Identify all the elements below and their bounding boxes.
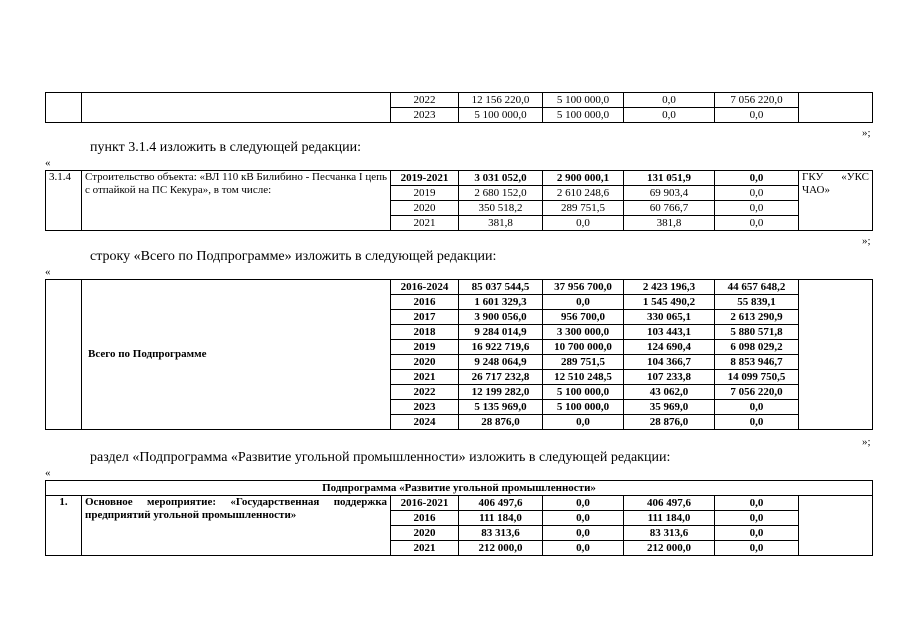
cell-other: 0,0 (715, 171, 799, 186)
cell-other: 0,0 (715, 201, 799, 216)
cell-regional: 330 065,1 (624, 310, 715, 325)
closing-quote: »; (862, 436, 871, 448)
cell: 0,0 (624, 108, 715, 123)
table-row (46, 496, 873, 511)
cell-federal: 5 100 000,0 (543, 385, 624, 400)
paragraph-edit-coal-section: раздел «Подпрограмма «Развитие угольной промышленности» изложить в следующей редакции: (90, 450, 671, 465)
cell-federal: 12 510 248,5 (543, 370, 624, 385)
cell-year: 2021 (391, 541, 459, 556)
paragraph-edit-3-1-4: пункт 3.1.4 изложить в следующей редакции: (90, 140, 361, 155)
cell-total: 5 135 969,0 (459, 400, 543, 415)
cell-federal: 956 700,0 (543, 310, 624, 325)
cell-other: 0,0 (715, 216, 799, 231)
subprogram-header: Подпрограмма «Развитие угольной промышленности» (46, 481, 873, 496)
cell-other: 5 880 571,8 (715, 325, 799, 340)
cell: 7 056 220,0 (715, 93, 799, 108)
table-prev-rows (45, 92, 873, 123)
cell-year: 2016-2024 (391, 280, 459, 295)
cell: 5 100 000,0 (543, 108, 624, 123)
cell: 5 100 000,0 (459, 108, 543, 123)
cell-regional: 212 000,0 (624, 541, 715, 556)
opening-quote: « (45, 266, 51, 278)
cell-federal: 0,0 (543, 295, 624, 310)
opening-quote: « (45, 157, 51, 169)
cell-other: 0,0 (715, 400, 799, 415)
cell-regional: 124 690,4 (624, 340, 715, 355)
cell-year: 2019 (391, 340, 459, 355)
table-subprogram-total (45, 279, 873, 430)
cell-regional: 1 545 490,2 (624, 295, 715, 310)
cell-federal: 0,0 (543, 496, 624, 511)
cell-other: 2 613 290,9 (715, 310, 799, 325)
cell-year: 2024 (391, 415, 459, 430)
table-row (46, 280, 873, 295)
cell-other: 55 839,1 (715, 295, 799, 310)
cell-federal: 289 751,5 (543, 201, 624, 216)
cell-regional: 406 497,6 (624, 496, 715, 511)
cell-year: 2016 (391, 511, 459, 526)
total-label: Всего по Подпрограмме (82, 280, 391, 430)
closing-quote: »; (862, 127, 871, 139)
table-row (46, 93, 873, 108)
cell: 5 100 000,0 (543, 93, 624, 108)
cell-other: 44 657 648,2 (715, 280, 799, 295)
cell-regional: 103 443,1 (624, 325, 715, 340)
cell-federal: 0,0 (543, 511, 624, 526)
cell-total: 9 248 064,9 (459, 355, 543, 370)
cell: 12 156 220,0 (459, 93, 543, 108)
item-name: Основное мероприятие: «Государственная поддержка предприятий угольной промышленности» (82, 496, 391, 556)
cell-federal: 0,0 (543, 541, 624, 556)
cell-federal: 10 700 000,0 (543, 340, 624, 355)
cell-year: 2021 (391, 216, 459, 231)
cell-other: 0,0 (715, 186, 799, 201)
cell-federal: 0,0 (543, 415, 624, 430)
cell-year: 2017 (391, 310, 459, 325)
cell-total: 3 900 056,0 (459, 310, 543, 325)
cell-year: 2019-2021 (391, 171, 459, 186)
cell-total: 85 037 544,5 (459, 280, 543, 295)
cell: 0,0 (624, 93, 715, 108)
cell-empty (46, 280, 82, 430)
cell-other: 0,0 (715, 415, 799, 430)
cell-federal: 37 956 700,0 (543, 280, 624, 295)
cell-empty (799, 496, 873, 556)
cell-total: 1 601 329,3 (459, 295, 543, 310)
cell-federal: 289 751,5 (543, 355, 624, 370)
cell-regional: 104 366,7 (624, 355, 715, 370)
cell-regional: 28 876,0 (624, 415, 715, 430)
paragraph-edit-total-row: строку «Всего по Подпрограмме» изложить в следующей редакции: (90, 249, 497, 264)
cell-year: 2021 (391, 370, 459, 385)
cell-total: 212 000,0 (459, 541, 543, 556)
cell-total: 111 184,0 (459, 511, 543, 526)
cell-other: 0,0 (715, 541, 799, 556)
table-row (46, 481, 873, 496)
item-number: 3.1.4 (46, 171, 82, 231)
cell-total: 406 497,6 (459, 496, 543, 511)
cell-regional: 83 313,6 (624, 526, 715, 541)
cell-year: 2016 (391, 295, 459, 310)
cell-regional: 381,8 (624, 216, 715, 231)
cell-other: 0,0 (715, 511, 799, 526)
cell-federal: 0,0 (543, 526, 624, 541)
cell-other: 8 853 946,7 (715, 355, 799, 370)
cell-regional: 111 184,0 (624, 511, 715, 526)
opening-quote: « (45, 467, 51, 479)
cell-total: 26 717 232,8 (459, 370, 543, 385)
cell-regional: 60 766,7 (624, 201, 715, 216)
table-coal-subprogram (45, 480, 873, 556)
cell-year: 2016-2021 (391, 496, 459, 511)
cell-year: 2020 (391, 201, 459, 216)
cell-regional: 43 062,0 (624, 385, 715, 400)
table-row (46, 171, 873, 186)
cell-year: 2018 (391, 325, 459, 340)
cell-total: 12 199 282,0 (459, 385, 543, 400)
cell-total: 381,8 (459, 216, 543, 231)
closing-quote: »; (862, 235, 871, 247)
cell (82, 93, 391, 123)
cell-regional: 131 051,9 (624, 171, 715, 186)
cell (46, 93, 82, 123)
cell-year: 2022 (391, 385, 459, 400)
cell: 0,0 (715, 108, 799, 123)
cell-year: 2019 (391, 186, 459, 201)
cell-federal: 3 300 000,0 (543, 325, 624, 340)
cell-total: 350 518,2 (459, 201, 543, 216)
item-number: 1. (46, 496, 82, 556)
cell-total: 16 922 719,6 (459, 340, 543, 355)
cell-regional: 35 969,0 (624, 400, 715, 415)
cell (799, 93, 873, 123)
cell-total: 9 284 014,9 (459, 325, 543, 340)
cell-federal: 0,0 (543, 216, 624, 231)
cell-year: 2020 (391, 355, 459, 370)
cell: 2023 (391, 108, 459, 123)
cell-total: 2 680 152,0 (459, 186, 543, 201)
cell-total: 3 031 052,0 (459, 171, 543, 186)
cell-federal: 5 100 000,0 (543, 400, 624, 415)
cell-other: 0,0 (715, 496, 799, 511)
cell-regional: 2 423 196,3 (624, 280, 715, 295)
cell-regional: 69 903,4 (624, 186, 715, 201)
cell: 2022 (391, 93, 459, 108)
cell-federal: 2 900 000,1 (543, 171, 624, 186)
cell-federal: 2 610 248,6 (543, 186, 624, 201)
item-executor: ГКУ «УКС ЧАО» (799, 171, 873, 231)
cell-year: 2023 (391, 400, 459, 415)
item-name: Строительство объекта: «ВЛ 110 кВ Билибино - Песчанка I цепь с отпайкой на ПС Кекура», в том числе: (82, 171, 391, 231)
cell-regional: 107 233,8 (624, 370, 715, 385)
cell-total: 83 313,6 (459, 526, 543, 541)
cell-other: 14 099 750,5 (715, 370, 799, 385)
table-item-3-1-4 (45, 170, 873, 231)
cell-total: 28 876,0 (459, 415, 543, 430)
cell-empty (799, 280, 873, 430)
cell-other: 7 056 220,0 (715, 385, 799, 400)
cell-other: 6 098 029,2 (715, 340, 799, 355)
cell-other: 0,0 (715, 526, 799, 541)
cell-year: 2020 (391, 526, 459, 541)
